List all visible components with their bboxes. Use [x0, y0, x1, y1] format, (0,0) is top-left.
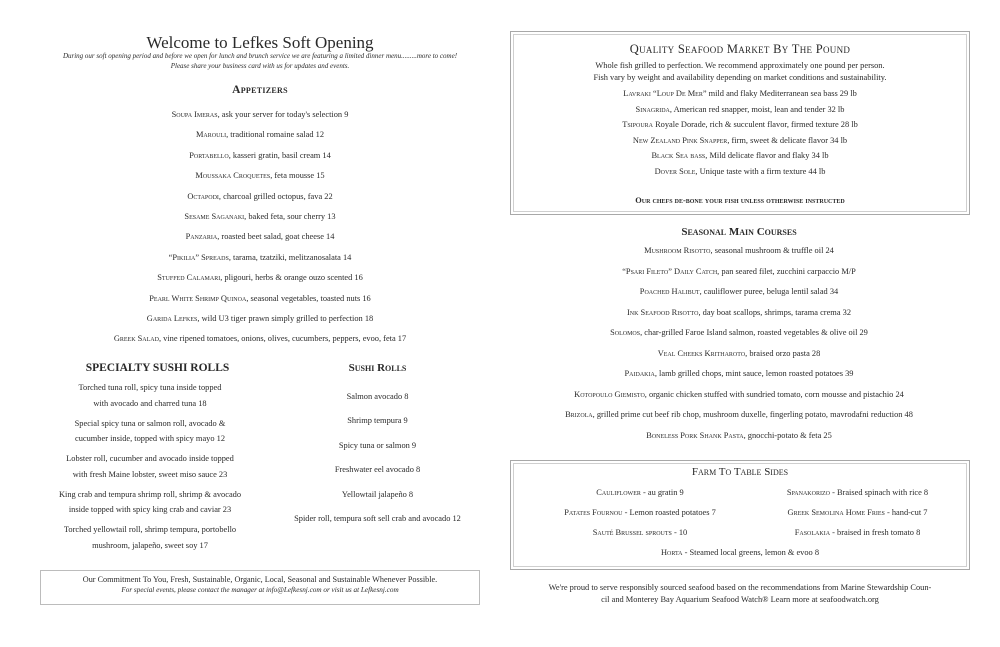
item-line: Torched tuna roll, spicy tuna inside topped [78, 383, 222, 392]
item-desc: , braised orzo pasta 28 [745, 348, 821, 358]
item-desc: , pan seared filet, zucchini carpaccio M/P [717, 266, 856, 276]
seafood-intro [510, 60, 970, 83]
menu-item [510, 102, 970, 118]
footer-line: We're proud to serve responsibly sourced seafood based on the recommendations from Marine Stewardship Coun- [548, 583, 932, 592]
page-title: Welcome to Lefkes Soft Opening [146, 33, 374, 52]
item-desc: , gnocchi-potato & feta 25 [743, 430, 832, 440]
item-name: Kotopoulo Giemisto [574, 389, 645, 399]
menu-item [40, 268, 480, 288]
item-name: Portabello [189, 150, 229, 160]
item-desc: , charcoal grilled octopus, fava 22 [218, 191, 333, 201]
appetizers-list [40, 105, 480, 350]
menu-item [40, 166, 480, 186]
footer-line: cil and Monterey Bay Aquarium Seafood Watch® Learn more at seafoodwatch.org [601, 595, 879, 604]
main-courses-heading: Seasonal Main Courses [681, 226, 797, 238]
menu-item [510, 548, 970, 557]
item-name: Stuffed Calamari [157, 273, 221, 283]
sushi-rolls-list [275, 390, 480, 536]
menu-item: Shrimp tempura 9 [347, 416, 408, 426]
item-desc: - Steamed local greens, lemon & evoo 8 [682, 548, 820, 557]
menu-item [508, 323, 970, 344]
seafood-note: Our chefs de-bone your fish unless otherwise instructed [635, 196, 845, 205]
sides-left-list [525, 486, 755, 546]
item-line: with avocado and charred tuna 18 [93, 398, 207, 408]
item-line: cucumber inside, topped with spicy mayo 12 [74, 434, 226, 443]
menu-item [40, 227, 480, 247]
menu-item: Freshwater eel avocado 8 [334, 465, 421, 475]
menu-item [40, 187, 480, 207]
item-name: Cauliflower [596, 488, 641, 497]
item-desc: , roasted beet salad, goat cheese 14 [217, 232, 335, 242]
intro-text [40, 51, 480, 71]
item-name: Mushroom Risotto [644, 246, 711, 255]
menu-item [508, 385, 970, 406]
menu-item [30, 380, 270, 411]
item-desc: , traditional romaine salad 12 [226, 130, 325, 140]
item-desc: , char-grilled Faroe Island salmon, roasted vegetables & olive oil 29 [640, 328, 868, 337]
sides-heading: Farm To Table Sides [691, 466, 789, 478]
item-desc: , ask your server for today's selection 9 [217, 110, 349, 119]
item-desc: , seasonal vegetables, toasted nuts 16 [246, 293, 371, 303]
item-line: Special spicy tuna or salmon roll, avocado & [74, 418, 226, 428]
menu-item [40, 207, 480, 227]
menu-item [745, 486, 970, 506]
item-desc: Royale Dorade, rich & succulent flavor, firmed texture 28 lb [653, 120, 858, 130]
item-desc: - au gratin 9 [640, 488, 684, 497]
specialty-sushi-list [30, 380, 270, 558]
menu-item [30, 451, 270, 482]
appetizers-heading: Appetizers [232, 84, 288, 96]
contact-text: For special events, please contact the manager at info@Lefkesnj.com or visit us at Lefkesnj.com [121, 586, 399, 594]
item-name: Black Sea bass [651, 151, 706, 161]
menu-item: Spider roll, tempura soft sell crab and avocado 12 [294, 513, 461, 523]
item-desc: , Mild delicate flavor and flaky 34 lb [705, 151, 829, 161]
seafood-list [510, 86, 970, 180]
item-name: Paidakia [624, 369, 655, 378]
item-desc: , grilled prime cut beef rib chop, mushroom duxelle, fingerling potato, mavrodafni reduction 48 [592, 410, 913, 419]
item-line: Lobster roll, cucumber and avocado inside topped [66, 454, 234, 463]
menu-item [40, 329, 480, 349]
item-desc: , tarama, tzatziki, melitzanosalata 14 [228, 252, 352, 262]
menu-item [745, 506, 970, 526]
main-courses-list [508, 241, 970, 446]
item-name: Panzaria [185, 232, 218, 242]
item-name: Spanakorizo [786, 488, 830, 497]
menu-item [510, 86, 970, 102]
item-desc: , wild U3 tiger prawn simply grilled to perfection 18 [197, 313, 374, 323]
menu-item [40, 146, 480, 166]
menu-item [30, 487, 270, 518]
item-name: Moussaka Croquetes [195, 171, 271, 181]
item-desc: , organic chicken stuffed with sundried tomato, corn mousse and pistachio 24 [644, 389, 904, 399]
item-desc: , pligouri, herbs & orange ouzo scented 16 [220, 273, 363, 283]
item-line: King crab and tempura shrimp roll, shrimp & avocado [58, 489, 242, 499]
menu-item [510, 164, 970, 180]
item-line: mushroom, jalapeño, sweet soy 17 [92, 540, 208, 550]
item-name: Sesame Saganaki [184, 211, 245, 221]
menu-item [508, 262, 970, 283]
sides-right-list [745, 486, 970, 546]
menu-item [508, 405, 970, 426]
item-name: Veal Cheeks Kritharoto [657, 348, 746, 358]
item-name: Lavraki “Loup De Mer” [623, 89, 707, 98]
menu-item: Yellowtail jalapeño 8 [341, 489, 414, 499]
menu-item [40, 248, 480, 268]
item-desc: , firm, sweet & delicate flavor 34 lb [727, 135, 848, 145]
item-name: Boneless Pork Shank Pasta [646, 430, 744, 440]
item-line: inside topped with spicy king crab and caviar 23 [68, 505, 232, 514]
item-name: Pearl White Shrimp Quinoa [149, 293, 247, 303]
specialty-sushi-heading: SPECIALTY SUSHI ROLLS [85, 362, 230, 374]
menu-item [508, 282, 970, 303]
item-desc: mild and flaky Mediterranean sea bass 29 lb [706, 89, 857, 98]
item-name: Sinagrida [635, 104, 670, 114]
menu-item: Salmon avocado 8 [346, 392, 409, 401]
item-desc: , lamb grilled chops, mint sauce, lemon roasted potatoes 39 [654, 369, 854, 378]
intro-line: Whole fish grilled to perfection. We recommend approximately one pound per person. [595, 61, 885, 70]
item-name: Soupa Imeras [171, 110, 218, 119]
commitment-box [40, 570, 480, 605]
item-desc: , seasonal mushroom & truffle oil 24 [710, 246, 834, 255]
menu-item [525, 506, 755, 526]
menu-item [40, 125, 480, 145]
item-desc: - Lemon roasted potatoes 7 [622, 508, 716, 517]
item-line: Torched yellowtail roll, shrimp tempura, portobello [63, 525, 237, 534]
commitment-text: Our Commitment To You, Fresh, Sustainable, Organic, Local, Seasonal and Sustainable Whenever Possible. [82, 575, 438, 584]
item-desc: , American red snapper, moist, lean and tender 32 lb [669, 104, 845, 114]
menu-item [30, 522, 270, 553]
item-name: Brizola [565, 410, 593, 419]
menu-item [508, 303, 970, 324]
menu-item [30, 416, 270, 447]
item-name: Greek Salad [113, 334, 159, 344]
item-name: Greek Semolina Home Fries [787, 508, 885, 517]
menu-item [508, 344, 970, 365]
menu-item [510, 133, 970, 149]
item-name: Horta [660, 548, 683, 557]
seafood-heading: Quality Seafood Market By The Pound [629, 42, 851, 56]
menu-item [510, 117, 970, 133]
sustainability-footer [520, 582, 960, 606]
item-desc: , day boat scallops, shrimps, tarama crema 32 [698, 307, 852, 317]
intro-line: Fish vary by weight and availability depending on market conditions and sustainability. [593, 72, 887, 82]
menu-item [40, 289, 480, 309]
item-name: Octapodi [187, 191, 219, 201]
item-name: Tsipoura [622, 120, 653, 130]
item-name: Garida Lefkes [146, 313, 198, 323]
item-desc: - hand-cut 7 [884, 508, 928, 517]
item-name: Solomos [610, 328, 641, 337]
menu-item [40, 105, 480, 125]
item-desc: , cauliflower puree, beluga lentil salad 34 [699, 287, 839, 296]
item-name: “Psari Fileto” Daily Catch [622, 266, 718, 276]
menu-item [508, 426, 970, 447]
item-name: Ink Seafood Risotto [626, 307, 699, 317]
item-line: with fresh Maine lobster, sweet miso sauce 23 [72, 469, 228, 479]
item-desc: - braised in fresh tomato 8 [830, 528, 921, 537]
sushi-rolls-heading: Sushi Rolls [348, 362, 407, 374]
item-name: Fasolakia [794, 528, 831, 537]
item-name: Dover Sole [654, 166, 696, 176]
menu-item [525, 486, 755, 506]
item-desc: , feta mousse 15 [270, 171, 325, 181]
item-name: Sauté Brussel sprouts [592, 528, 672, 537]
menu-item [510, 148, 970, 164]
item-desc: , Unique taste with a firm texture 44 lb [695, 166, 826, 176]
item-desc: - 10 [671, 528, 688, 537]
item-name: “Pikilia” Spreads [168, 252, 229, 262]
item-desc: , baked feta, sour cherry 13 [244, 211, 336, 221]
item-name: Marouli [195, 130, 227, 140]
item-desc: - Braised spinach with rice 8 [829, 488, 929, 497]
item-name: New Zealand Pink Snapper [632, 135, 728, 145]
menu-item [525, 526, 755, 546]
intro-line: Please share your business card with us for updates and events. [170, 62, 350, 70]
item-desc: , kasseri gratin, basil cream 14 [228, 150, 331, 160]
item-name: Poached Halibut [639, 287, 700, 296]
menu-item [508, 241, 970, 262]
intro-line: During our soft opening period and before we open for lunch and brunch service we are featuring a limited dinner menu.........more to come! [62, 52, 458, 60]
menu-item [745, 526, 970, 546]
menu-item: Spicy tuna or salmon 9 [338, 440, 417, 450]
menu-item [508, 364, 970, 385]
item-name: Patates Fournou [564, 508, 623, 517]
menu-item [40, 309, 480, 329]
item-desc: , vine ripened tomatoes, onions, olives, cucumbers, peppers, evoo, feta 17 [158, 334, 407, 344]
